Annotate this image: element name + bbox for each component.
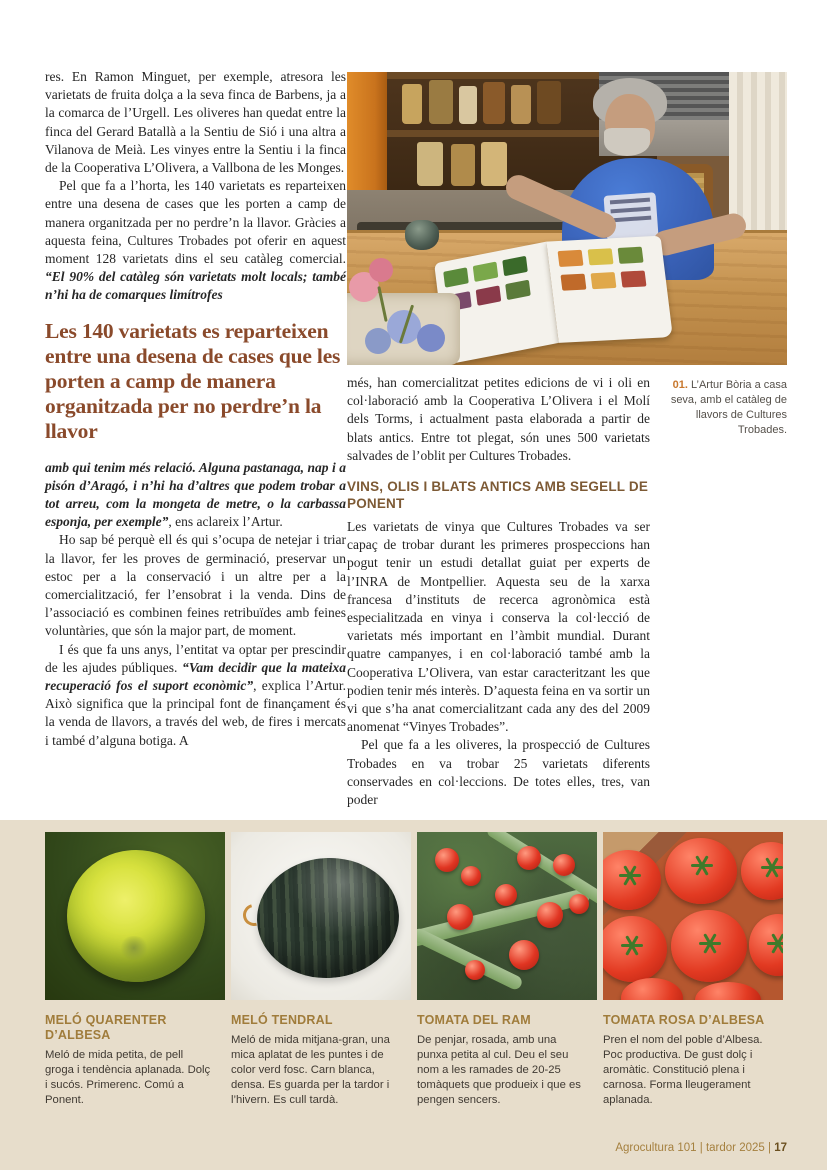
tomato-calyx bbox=[761, 866, 783, 869]
pink-flower bbox=[369, 258, 393, 282]
page-number: 17 bbox=[774, 1142, 787, 1154]
melon-quarenter-photo bbox=[45, 832, 225, 1000]
body-text: I és que fa uns anys, l’entitat va optar per prescindir de les ajudes públiques. bbox=[45, 641, 346, 675]
jar bbox=[459, 86, 477, 124]
pull-quote: Les 140 varietats es reparteixen entre una desena de cases que les porten a camp de manera organitzada per no perdre’n la llavor bbox=[45, 318, 341, 443]
jar bbox=[429, 80, 453, 124]
paragraph bbox=[45, 641, 346, 750]
gallery-item-text: Meló de mida mitjana-gran, una mica aplatat de les puntes i de color verd fosc. Carn blanca, densa. Es guarda per la tardor i l’hivern. Es cull tardà. bbox=[231, 1034, 390, 1106]
catalog-right-page bbox=[546, 236, 673, 343]
tomato-calyx bbox=[699, 942, 721, 945]
jar bbox=[417, 142, 443, 186]
gallery-item-text: De penjar, rosada, amb una punxa petita al cul. Deu el seu nom a les ramades de 20-25 tomàquets que produeix i que es pengen sencers. bbox=[417, 1034, 581, 1106]
caption-text: L’Artur Bòria a casa seva, amb el catàleg de llavors de Cultures Trobades. bbox=[670, 379, 787, 436]
jar bbox=[483, 82, 505, 124]
section-heading: VINS, OLIS I BLATS ANTICS AMB SEGELL DE PONENT bbox=[347, 479, 649, 512]
gallery-item bbox=[45, 832, 225, 1108]
main-photo-caption bbox=[655, 378, 787, 438]
blue-flower bbox=[365, 328, 391, 354]
jar bbox=[537, 81, 561, 124]
gallery-item bbox=[603, 832, 783, 1108]
gallery-item-text: Meló de mida petita, de pell groga i tendència aplanada. Dolç i sucós. Primerenc. Comú a Ponent. bbox=[45, 1049, 211, 1106]
yellow-melon bbox=[67, 850, 205, 982]
caption-number: 01. bbox=[672, 379, 688, 391]
jar bbox=[451, 144, 475, 186]
inline-quote: “Vam decidir que la mateixa recuperació fos el suport econòmic” bbox=[45, 659, 346, 694]
gallery-item-title: MELÓ TENDRAL bbox=[231, 1013, 333, 1027]
paragraph: Les varietats de vinya que Cultures Trobades va ser capaç de trobar durant les primeres prospeccions han pogut tenir un estudi detallat guiat per experts de l’INRA de Montpellier. Aquesta seu de la xarxa francesa d’instituts de recerca agronòmica està especialitzada en vinya i conserva la col·lecció de varietats més important en l’àmbit mundial. Durant quatre campanyes, i en col·laboració també amb la Cooperativa L’Olivera, van estar caracteritzant les que podien tenir més interès. D’aquesta feina en va sortir un vi que s’ha anat comercialitzant cada any des del 2009 anomenat “Vinyes Trobades”. bbox=[347, 519, 650, 735]
gallery-item bbox=[231, 832, 411, 1108]
jar bbox=[481, 142, 507, 186]
tomata-del-ram-photo bbox=[417, 832, 597, 1000]
left-text-column bbox=[45, 68, 346, 750]
paragraph: Ho sap bé perquè ell és qui s’ocupa de netejar i triar la llavor, fer les proves de germinació, preservar un estoc per a la conservació i un altre per a la comercialització, fer l’ensobrat i la venda. Dins de l’associació es combinen feines retribuïdes amb feines voluntàries, que són la major part, de moment. bbox=[45, 532, 346, 639]
body-text: , ens aclareix l’Artur. bbox=[168, 514, 283, 530]
issue-label: tardor 2025 bbox=[705, 1142, 765, 1154]
gallery-item-text: Pren el nom del poble d’Albesa. Poc productiva. De gust dolç i aromàtic. Constitució plena i carnosa. Forma lleugerament aplanada. bbox=[603, 1034, 763, 1106]
body-text: res. En Ramon Minguet, per exemple, atresora les varietats de fruita dolça a la seva finca de Barbens, ja a la comarca de l’Urgell. Les oliveres han quedat entre la finca del Gerard Batallà a la Sentiu de Sió i una altra a Vilanova de Meià. Les vinyes entre la Sentiu i la finca de la Cooperativa L’Olivera, a Vallbona de les Monges. bbox=[45, 69, 346, 176]
tomato-calyx bbox=[767, 942, 783, 945]
right-text-column bbox=[347, 374, 650, 809]
paragraph: Pel que fa a les oliveres, la prospecció de Cultures Trobades en va trobar 25 varietats diferents conservades en col·leccions. De totes elles, tres, van poder bbox=[347, 737, 650, 808]
footer-separator: | bbox=[699, 1142, 703, 1154]
gallery-item bbox=[417, 832, 597, 1108]
variety-gallery-band bbox=[0, 820, 827, 1170]
body-text: , explica l’Artur. Això significa que la principal font de finançament és la venda de llavors, a través del web, de fires i mercats i també d’alguna botiga. A bbox=[45, 678, 346, 748]
body-text: Pel que fa a l’horta, les 140 varietats es reparteixen entre una desena de cases que les porten a camp de manera organitzada per no perdre’n la llavor. Gràcies a aquesta feina, Cultures Trobades pot oferir en aquest moment 128 varietats dins el seu catàleg comercial. bbox=[45, 178, 346, 267]
gallery-item-title: MELÓ QUARENTER D’ALBESA bbox=[45, 1013, 167, 1042]
tomato-calyx bbox=[619, 874, 641, 877]
footer-separator: | bbox=[768, 1142, 771, 1154]
page-footer bbox=[615, 1142, 787, 1154]
blue-flower bbox=[417, 324, 445, 352]
gray-beard bbox=[604, 128, 650, 156]
magazine-name: Agrocultura 101 bbox=[615, 1142, 697, 1154]
paragraph: més, han comercialitzat petites edicions de vi i oli en col·laboració amb la Cooperativa L’Olivera i el Molí dels Torms, i actualment pasta elaborada a partir de blats antics. Entre tot plegat, són unes 500 varietats salvades de l’oblit per Cultures Trobades. bbox=[347, 375, 650, 463]
gallery-item-title: TOMATA ROSA D’ALBESA bbox=[603, 1013, 765, 1027]
inline-quote: amb qui tenim més relació. Alguna pastanaga, nap i a pisón d’Aragó, i n’hi ha d’altres que podem trobar a tot arreu, com la mongeta de metre, o la carbassa esponja, per exemple” bbox=[45, 459, 346, 530]
main-photo bbox=[347, 72, 787, 365]
paragraph bbox=[45, 68, 346, 177]
inline-quote: “El 90% del catàleg són varietats molt locals; també n’hi ha de comarques limítrofes bbox=[45, 269, 346, 303]
jar bbox=[511, 85, 531, 124]
melon-tendral-photo bbox=[231, 832, 411, 1000]
tomato-calyx bbox=[621, 944, 643, 947]
ceramic-cup bbox=[405, 220, 439, 250]
tomata-rosa-photo bbox=[603, 832, 783, 1000]
paragraph bbox=[45, 459, 346, 532]
tomato-calyx bbox=[691, 864, 713, 867]
paragraph bbox=[45, 177, 346, 304]
jar bbox=[402, 84, 422, 124]
dark-green-melon bbox=[253, 853, 403, 983]
gallery-row bbox=[45, 832, 782, 1108]
gallery-item-title: TOMATA DEL RAM bbox=[417, 1013, 531, 1027]
